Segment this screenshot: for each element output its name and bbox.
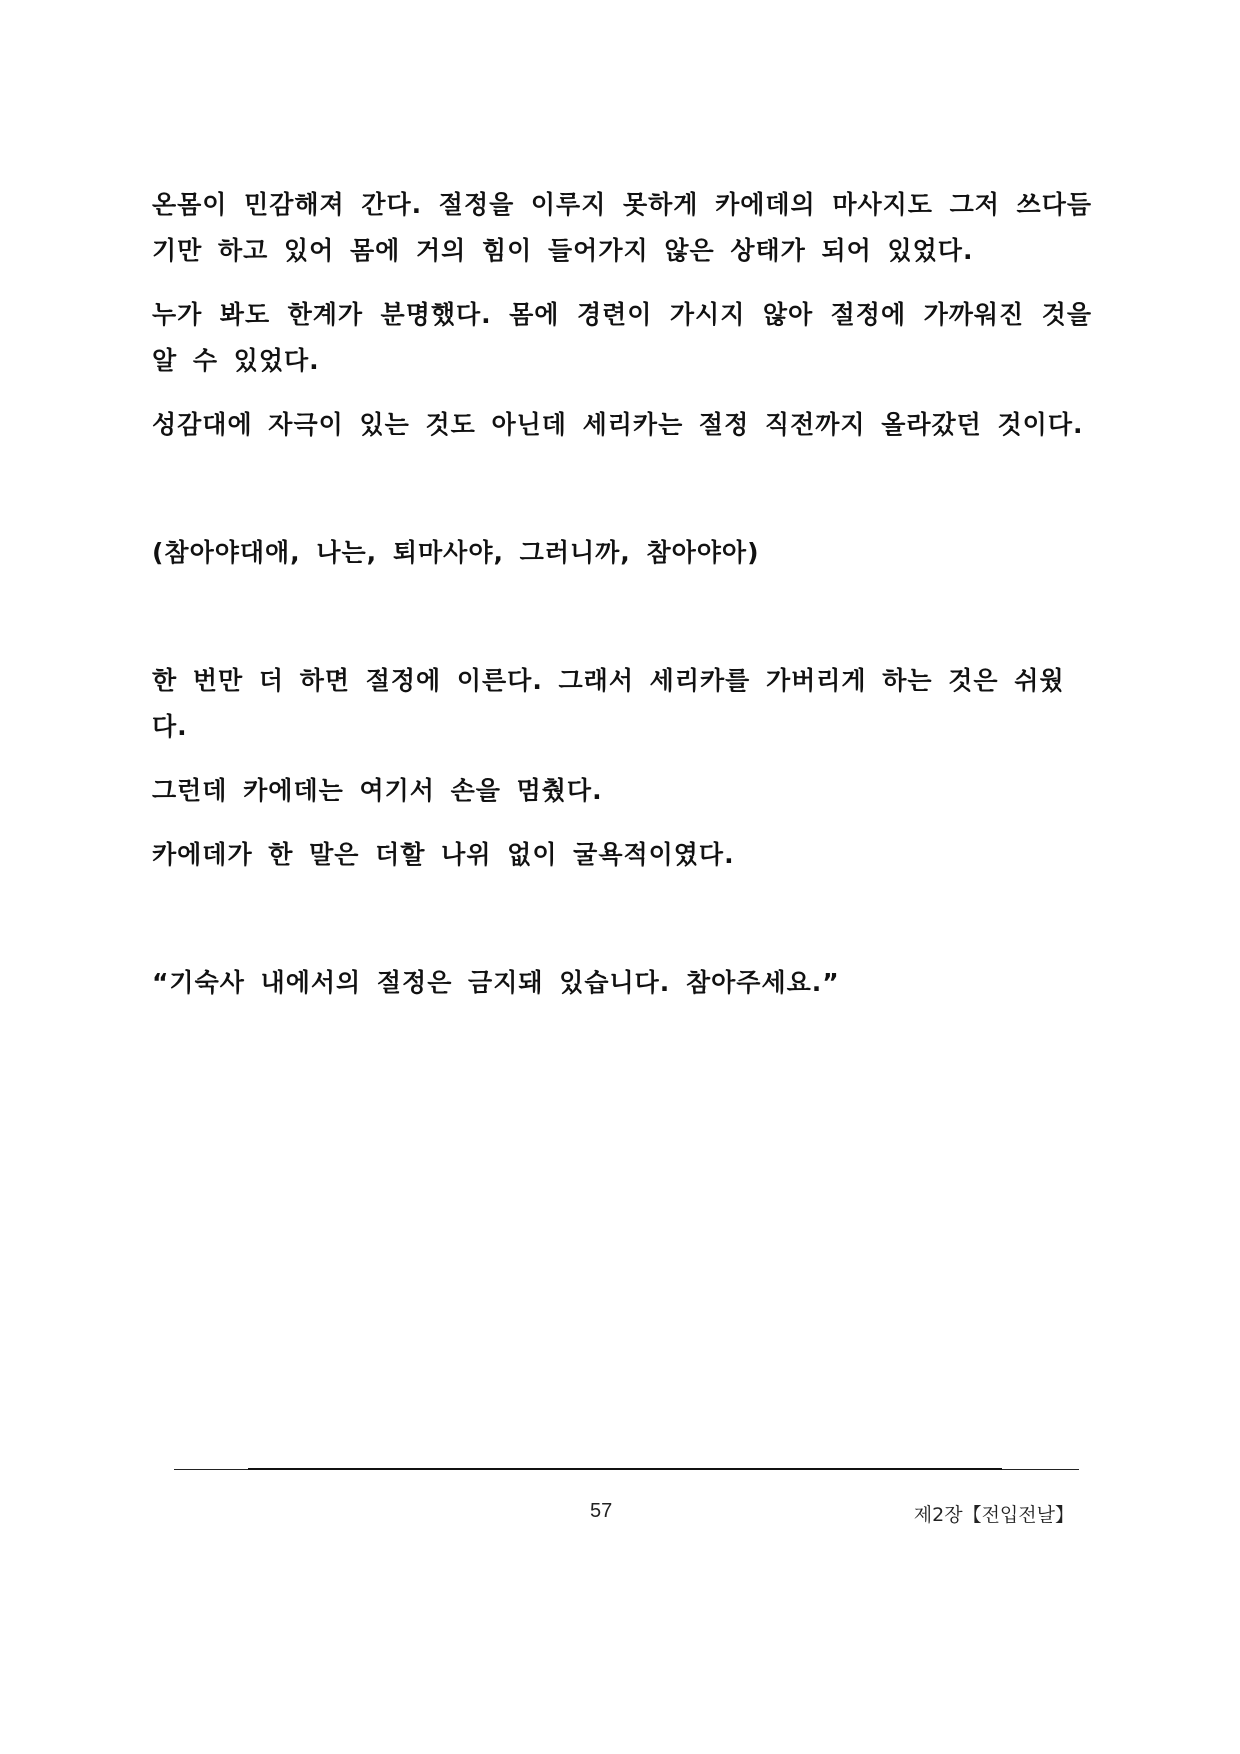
paragraph: 한 번만 더 하면 절정에 이른다. 그래서 세리카를 가버리게 하는 것은 쉬웠다. [152, 666, 1065, 741]
footer-divider-accent [248, 1468, 1002, 1470]
paragraph: 그런데 카에데는 여기서 손을 멈췄다. [152, 776, 603, 805]
inner-thought-paragraph: (참아야대애, 나는, 퇴마사야, 그러니까, 참아야아) [152, 538, 760, 567]
body-text [152, 182, 1092, 1006]
chapter-title: 제2장【전입전날】 [913, 1504, 1074, 1526]
paragraph: 온몸이 민감해져 간다. 절정을 이루지 못하게 카에데의 마사지도 그저 쓰다듬기만 하고 있어 몸에 거의 힘이 들어가지 않은 상태가 되어 있었다. [152, 190, 1092, 265]
page-number: 57 [590, 1500, 613, 1522]
paragraph: 성감대에 자극이 있는 것도 아닌데 세리카는 절정 직전까지 올라갔던 것이다. [152, 410, 1084, 439]
paragraph: 누가 봐도 한계가 분명했다. 몸에 경련이 가시지 않아 절정에 가까워진 것을 알 수 있었다. [152, 300, 1092, 375]
dialogue-paragraph: “기숙사 내에서의 절정은 금지돼 있습니다. 참아주세요.” [152, 968, 840, 997]
paragraph: 카에데가 한 말은 더할 나위 없이 굴욕적이였다. [152, 840, 735, 869]
